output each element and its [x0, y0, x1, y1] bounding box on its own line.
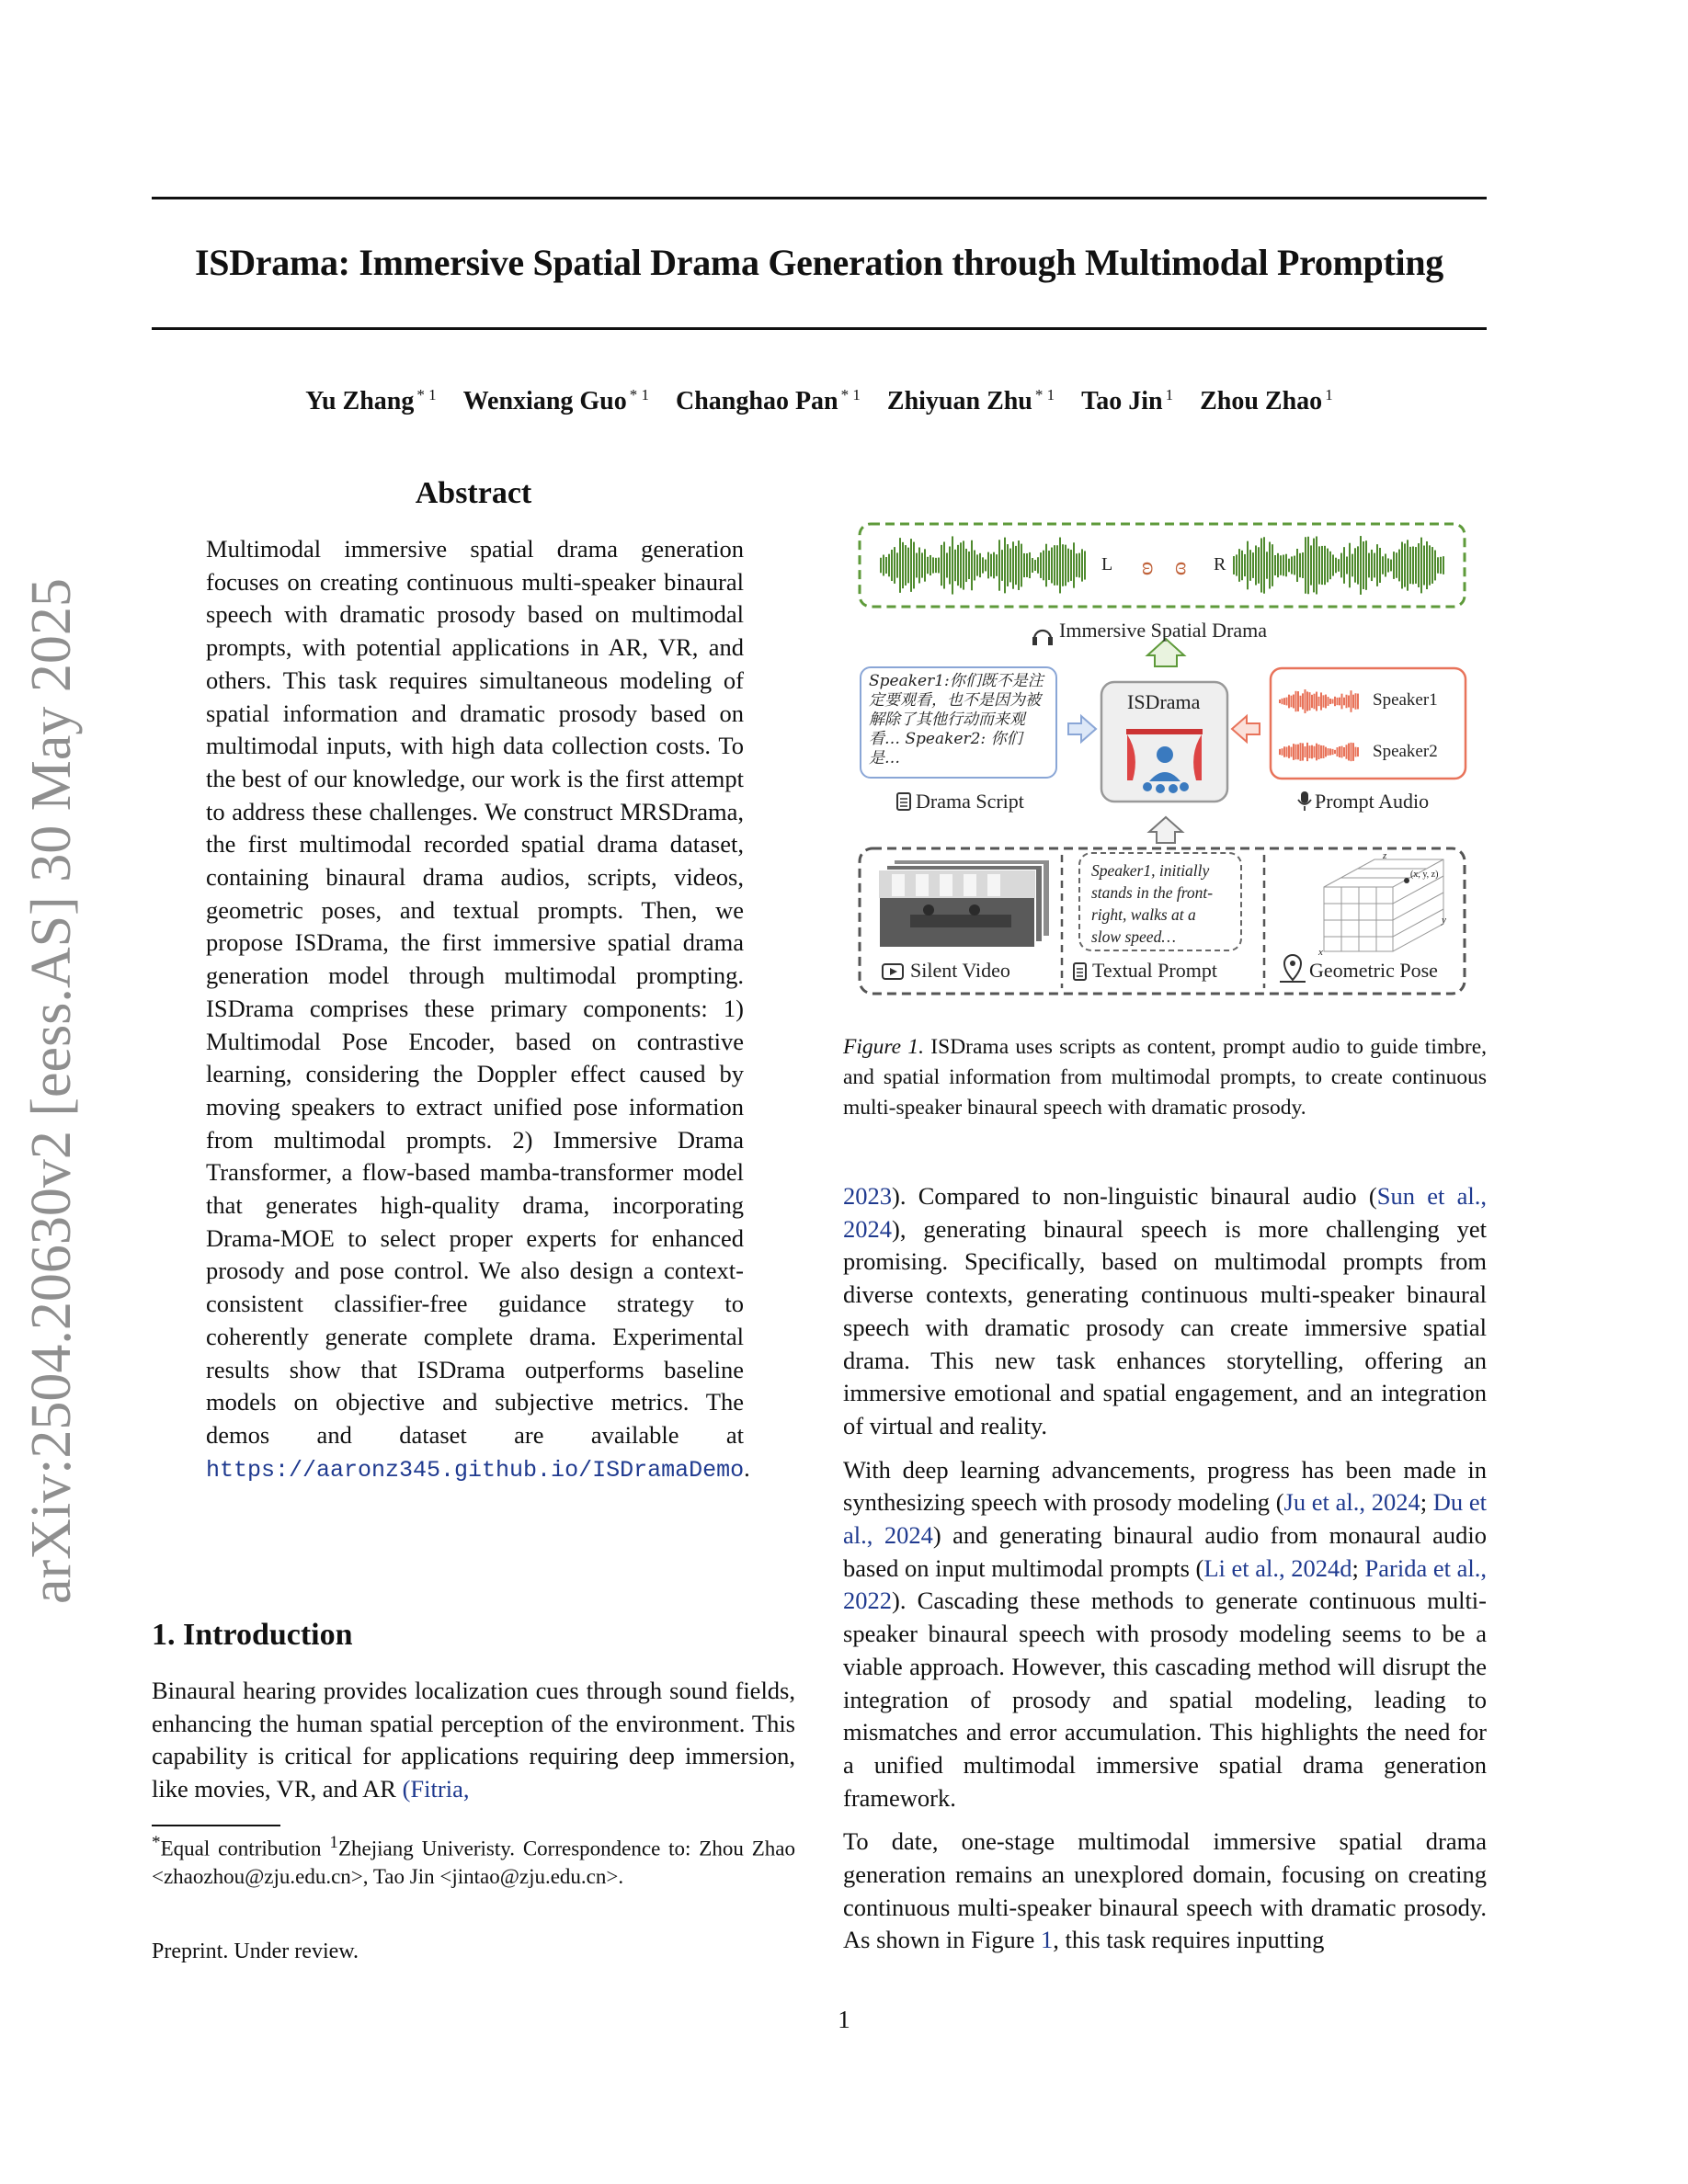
- document-icon: [897, 793, 910, 810]
- left-ear-icon: ʚ: [1142, 552, 1154, 581]
- author: Yu Zhang $^{* 1}$: [305, 386, 437, 416]
- drama-script-label: Drama Script: [916, 790, 1024, 813]
- axis-z-label: z: [1383, 850, 1387, 861]
- footnote: *Equal contribution $^1$Zhejiang Univeristy. Correspondence to: Zhou Zhao <zhaozhou@zju.edu.cn>, Tao Jin <jintao@zju.edu.cn>.: [152, 1833, 795, 1888]
- author: Zhou Zhao $^1$: [1200, 386, 1333, 416]
- axis-point-label: (x, y, z): [1410, 870, 1439, 880]
- right-waveform: [1234, 536, 1443, 595]
- drama-script-box: Speaker1:你们既不是注定要观看，也不是因为被解除了其他行动而来观看… Speaker2: 你们是…: [860, 666, 1057, 779]
- citation-link[interactable]: Parida et al., 2022: [843, 1553, 1487, 1615]
- intro-left-column: [152, 1675, 795, 1817]
- section-heading-introduction: 1. Introduction: [152, 1618, 353, 1652]
- textual-prompt-label: Textual Prompt: [1092, 959, 1217, 982]
- geometric-pose-label: Geometric Pose: [1309, 959, 1438, 982]
- citation-link[interactable]: Li et al., 2024d: [1203, 1553, 1352, 1582]
- preprint-note: Preprint. Under review.: [152, 1939, 359, 1963]
- citation-link[interactable]: Sun et al., 2024: [843, 1182, 1487, 1243]
- footnote-rule: [152, 1825, 280, 1826]
- speaker2-label: Speaker2: [1373, 742, 1438, 761]
- document-icon: [1074, 963, 1086, 980]
- author-list: [152, 386, 1487, 416]
- intro-paragraph: 2023). Compared to non-linguistic binaural audio (Sun et al., 2024), generating binaural speech is more challenging yet promising. Specifically, based on multimodal prompts from diverse contexts, generating continuous multi-speaker binaural speech with dramatic prosody can create immersive spatial drama. This new task enhances storytelling, offering an immersive emotional and spatial engagement, and an integration of virtual and reality.: [843, 1182, 1487, 1439]
- axis-x-label: x: [1318, 947, 1323, 958]
- intro-paragraph: With deep learning advancements, progress has been made in synthesizing speech with prosody modeling (Ju et al., 2024; Du et al., 2024) and generating binaural audio from monaural audio based on input multimodal prompts (Li et al., 2024d; Parida et al., 2022). Cascading these methods to generate continuous multi-speaker binaural speech with prosody modeling seems to be a viable approach. However, this cascading method will disrupt the integration of prosody and spatial modeling, leading to mismatches and error accumulation. This highlights the need for a unified multimodal immersive spatial drama generation framework.: [843, 1455, 1487, 1812]
- abstract-heading: Abstract: [415, 476, 532, 510]
- author: Wenxiang Guo $^{* 1}$: [462, 386, 650, 416]
- abstract-body: Multimodal immersive spatial drama generation focuses on creating continuous multi-speaker binaural speech with dramatic prosody based on multimodal prompts, with potential applications in AR, VR, and others. This task requires simultaneous modeling of spatial information and dramatic prosody based on multimodal inputs, with high data collection costs. To the best of our knowledge, our work is the first attempt to address these challenges. We construct MRSDrama, the first multimodal recorded spatial drama dataset, containing binaural drama audios, scripts, videos, geometric poses, and textual prompts. Then, we propose ISDrama, the first immersive spatial drama generation model through multimodal prompting. ISDrama comprises these primary components: 1) Multimodal Pose Encoder, based on contrastive learning, considering the Doppler effect caused by moving speakers to extract unified pose information from multimodal prompts. 2) Immersive Drama Transformer, a flow-based mamba-transformer model that generates high-quality drama, incorporating Drama-MOE to select proper experts for enhanced prosody and pose control. We also design a context-consistent classifier-free guidance strategy to coherently generate complete drama. Experimental results show that ISDrama outperforms baseline models on objective and subjective metrics. The demos and dataset are available at https://aaronz345.github.io/ISDramaDemo.: [206, 535, 750, 1484]
- textual-prompt-box: Speaker1, initially stands in the front-right, walks at a slow speed…: [1078, 852, 1242, 951]
- arxiv-identifier: arXiv:2504.20630v2 [eess.AS] 30 May 2025: [20, 578, 83, 1604]
- left-waveform: [881, 536, 1085, 594]
- audio-arrow-icon: [1232, 716, 1260, 742]
- location-pin-icon: [1284, 955, 1301, 980]
- script-arrow-icon: [1068, 716, 1096, 742]
- output-arrow-icon: [1147, 639, 1184, 666]
- paper-title: ISDrama: Immersive Spatial Drama Generation through Multimodal Prompting: [195, 242, 1443, 283]
- speaker2-waveform: [1280, 743, 1358, 761]
- author: Changhao Pan $^{* 1}$: [676, 386, 861, 416]
- title-bottom-rule: [152, 327, 1487, 330]
- speaker1-label: Speaker1: [1373, 690, 1438, 710]
- citation-link[interactable]: 2023: [843, 1182, 892, 1210]
- axis-y-label: y: [1442, 915, 1446, 926]
- demo-link[interactable]: https://aaronz345.github.io/ISDramaDemo: [206, 1456, 745, 1484]
- microphone-icon: [1301, 791, 1308, 803]
- figure-caption: Figure 1. ISDrama uses scripts as content, prompt audio to guide timbre, and spatial information from multimodal prompts, to create continuous multi-speaker binaural speech with dramatic prosody.: [843, 1035, 1488, 1120]
- label-r: R: [1214, 554, 1226, 574]
- immersive-label: Immersive Spatial Drama: [1059, 619, 1268, 642]
- author: Tao Jin $^1$: [1081, 386, 1174, 416]
- intro-paragraph: To date, one-stage multimodal immersive spatial drama generation remains an unexplored domain, focusing on creating continuous multi-speaker binaural speech with dramatic prosody. As shown in Figure 1, this task requires inputting: [843, 1827, 1487, 1954]
- author: Zhiyuan Zhu $^{* 1}$: [886, 386, 1055, 416]
- page-number: 1: [838, 2006, 850, 2033]
- isdrama-label: ISDrama: [1127, 690, 1201, 713]
- silent-video-label: Silent Video: [910, 959, 1010, 982]
- top-rule: [152, 197, 1487, 199]
- speaker1-waveform: [1280, 689, 1358, 713]
- intro-right-column: [843, 1180, 1487, 1968]
- citation-link[interactable]: Ju et al., 2024: [1283, 1488, 1420, 1517]
- figure-reference-link[interactable]: 1: [1040, 1926, 1054, 1954]
- right-ear-icon: ɞ: [1175, 552, 1187, 581]
- prompt-audio-label: Prompt Audio: [1315, 790, 1430, 813]
- figure-1: [855, 519, 1471, 997]
- citation-link[interactable]: (Fitria,: [402, 1775, 470, 1803]
- label-l: L: [1101, 554, 1113, 574]
- citation-link[interactable]: Du et al., 2024: [843, 1488, 1487, 1550]
- prompt-audio-box: [1271, 668, 1466, 779]
- pose-arrow-icon: [1149, 817, 1182, 843]
- intro-paragraph: Binaural hearing provides localization cues through sound fields, enhancing the human spatial perception of the environment. This capability is critical for applications requiring deep immersion, like movies, VR, and AR (Fitria,: [152, 1677, 795, 1803]
